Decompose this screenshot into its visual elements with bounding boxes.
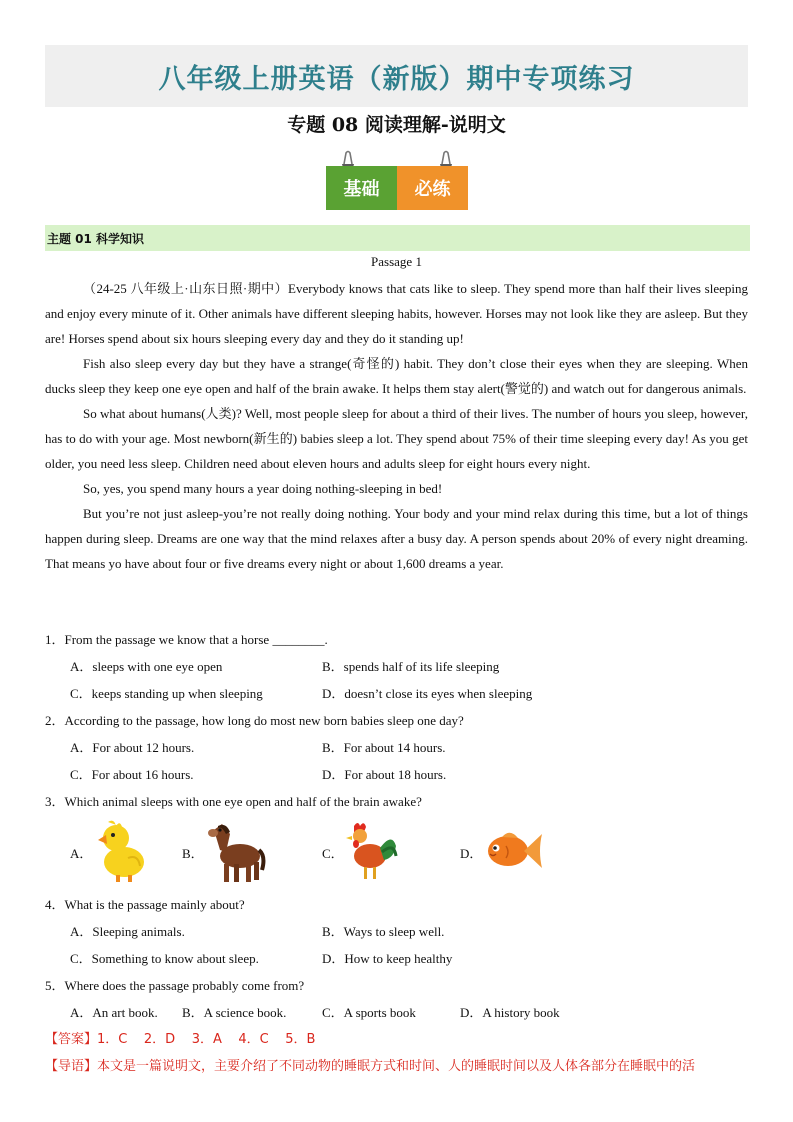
badge-label-practice: 必练 (397, 166, 468, 210)
q5-option-b: B．A science book. (182, 1005, 287, 1020)
paragraph: Fish also sleep every day but they have a strange(奇怪的) habit. They don’t close their eyes when they are sleeping. When ducks sleep they keep one eye open and half of the brain awake. It helps them stay alert(警觉的) and watch out for dangerous animals. (45, 356, 748, 396)
q3-option-b: B． (182, 846, 204, 861)
header-band (45, 45, 748, 107)
q5-option-a: A．An art book. (70, 1005, 158, 1020)
question-3: 3．Which animal sleeps with one eye open and half of the brain awake? (45, 794, 422, 809)
q2-option-c: C．For about 16 hours. (70, 767, 194, 782)
question-5: 5．Where does the passage probably come from? (45, 978, 305, 993)
q1-option-a: A．sleeps with one eye open (70, 659, 223, 674)
guide-text: 【导语】本文是一篇说明文，主要介绍了不同动物的睡眠方式和时间、人的睡眠时间以及人体各部分在睡眠中的活 (45, 1059, 696, 1074)
paragraph: So what about humans(人类)? Well, most people sleep for about a third of their lives. The number of hours you sleep, however, has to do with your age. Most newborn(新生的) babies sleep a lot. They spend about 75% of their time sleeping every day! As you get older, you need less sleep. Children need about eleven hours and adults sleep for eight hours every night. (45, 406, 748, 471)
q2-option-d: D．For about 18 hours. (322, 767, 447, 782)
q3-option-a: A． (70, 846, 93, 861)
q1-option-b: B．spends half of its life sleeping (322, 659, 500, 674)
q4-option-c: C．Something to know about sleep. (70, 951, 259, 966)
q3-option-c: C． (322, 846, 344, 861)
q5-option-d: D．A history book (460, 1005, 560, 1020)
document-subtitle: 专题 08 阅读理解-说明文 (287, 114, 506, 136)
paragraph: So, yes, you spend many hours a year doing nothing-sleeping in bed! (83, 481, 443, 496)
duck-icon (94, 818, 150, 884)
q4-option-a: A．Sleeping animals. (70, 924, 185, 939)
q2-option-a: A．For about 12 hours. (70, 740, 195, 755)
q2-option-b: B．For about 14 hours. (322, 740, 446, 755)
q1-option-c: C．keeps standing up when sleeping (70, 686, 263, 701)
paragraph: （24-25 八年级上·山东日照·期中）Everybody knows that cats like to sleep. They spend more than half their lives sleeping and enjoy every minute of it. Other animals have different sleeping habits, however. Horses may not look like they are asleep. But they are! Horses spend about six hours sleeping every day and they do it standing up! (45, 281, 748, 346)
q4-option-d: D．How to keep healthy (322, 951, 453, 966)
paragraph: But you’re not just asleep-you’re not really doing nothing. Your body and your mind relax during this time, but a lot of things happen during sleep. Dreams are one way that the mind relaxes after a busy day. A person spends about 20% of every night dreaming. That means yo have about four or five dreams every night or about 1,600 dreams a year. (45, 506, 748, 571)
horse-icon (204, 820, 266, 886)
rooster-icon (342, 820, 398, 884)
document-title: 八年级上册英语（新版）期中专项练习 (158, 63, 635, 95)
q1-option-d: D．doesn’t close its eyes when sleeping (322, 686, 533, 701)
badge-label-basic: 基础 (326, 166, 397, 210)
question-2: 2．According to the passage, how long do most new born babies sleep one day? (45, 713, 464, 728)
topic-heading: 主题 01 科学知识 (45, 225, 750, 251)
q4-option-b: B．Ways to sleep well. (322, 924, 445, 939)
goldfish-icon (484, 826, 544, 876)
passage-text (45, 276, 748, 576)
question-1: 1．From the passage we know that a horse ________. (45, 632, 328, 647)
passage-label: Passage 1 (371, 254, 422, 269)
question-4: 4．What is the passage mainly about? (45, 897, 245, 912)
answer-key: 【答案】1．C 2．D 3．A 4．C 5．B (45, 1032, 316, 1047)
q3-option-d: D． (460, 846, 483, 861)
basic-practice-badge (326, 150, 468, 212)
q5-option-c: C．A sports book (322, 1005, 416, 1020)
